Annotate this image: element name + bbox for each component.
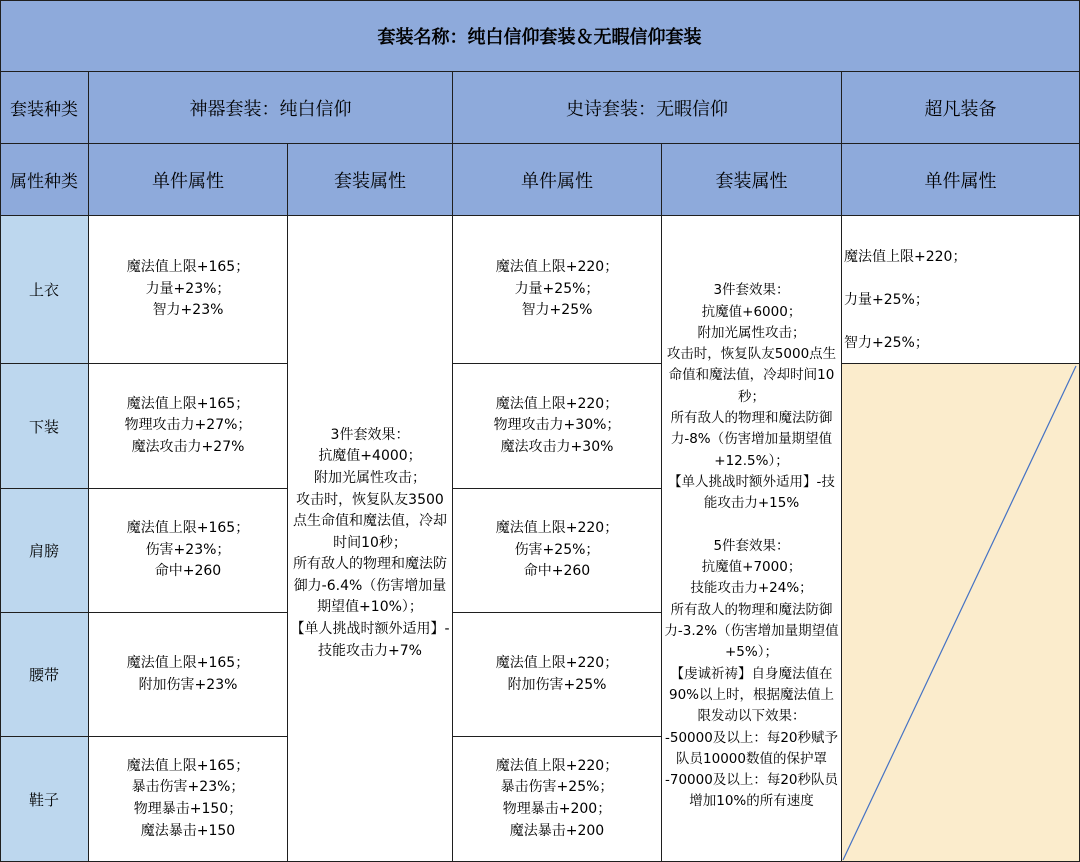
legendary-header-text: 超凡装备 bbox=[924, 98, 997, 120]
legendary-single-cell bbox=[842, 216, 1080, 364]
attr-type-label bbox=[0, 144, 89, 216]
legendary-single-header-text: 单件属性 bbox=[924, 170, 997, 192]
legendary-line: 智力+25%； bbox=[844, 334, 929, 351]
legendary-empty-cell bbox=[842, 364, 1080, 862]
epic-single-text: 魔法值上限+220； 物理攻击力+30%； 魔法攻击力+30% bbox=[493, 395, 621, 455]
epic-setattr-header bbox=[662, 144, 842, 216]
artifact-single-text: 魔法值上限+165； 附加伤害+23% bbox=[126, 654, 250, 693]
artifact-set-bonus-text: 3件套效果： 抗魔值+4000； 附加光属性攻击； 攻击时，恢复队友3500点生命值和魔法值，冷却时间10秒； 所有敌人的物理和魔法防御力-6.4%（伤害增加量期望值+10%）； 【单人挑战时额外适用】-技能攻击力+7% bbox=[290, 426, 450, 659]
slot-label-text: 上衣 bbox=[28, 281, 59, 299]
artifact-single-text: 魔法值上限+165； 力量+23%； 智力+23% bbox=[126, 259, 250, 319]
slot-label-text: 鞋子 bbox=[28, 790, 59, 809]
epic-single-cell bbox=[453, 364, 662, 489]
legendary-line: 魔法值上限+220； bbox=[844, 248, 967, 265]
artifact-setattr-header bbox=[288, 144, 453, 216]
artifact-setattr-header-text: 套装属性 bbox=[334, 170, 406, 192]
slot-label-text: 肩膀 bbox=[28, 542, 59, 560]
artifact-single-header-text: 单件属性 bbox=[152, 170, 224, 192]
slot-label-text: 下装 bbox=[28, 417, 59, 436]
artifact-single-cell bbox=[89, 216, 288, 364]
artifact-single-text: 魔法值上限+165； 暴击伤害+23%； 物理暴击+150； 魔法暴击+150 bbox=[126, 757, 250, 839]
epic-set-bonus-text: 3件套效果： 抗魔值+6000； 附加光属性攻击； 攻击时，恢复队友5000点生命值和魔法值，冷却时间10秒； 所有敌人的物理和魔法防御力-8%（伤害增加量期望值+12.5%）； 【单人挑战时额外适用】-技能攻击力+15% 5件套效果： 抗魔值+7000； 技能攻击力+24%； 所有敌人的物理和魔法防御力-3.2%（伤害增加量期望值+5%）； 【虔诚祈祷】自身魔法值在90%以上时，根据魔法值上限发动以下效果： -50000及以上：每20秒赋予队员10000数值的保护罩 -70000及以上：每20秒队员增加10%的所有速度 bbox=[664, 282, 839, 810]
slot-label-shoes bbox=[0, 737, 89, 862]
epic-set-header bbox=[453, 72, 842, 144]
epic-single-cell bbox=[453, 737, 662, 862]
legendary-single-header bbox=[842, 144, 1080, 216]
artifact-single-header bbox=[89, 144, 288, 216]
slot-label-belt bbox=[0, 613, 89, 737]
set-type-label-text: 套装种类 bbox=[10, 100, 78, 120]
slot-label-top bbox=[0, 216, 89, 364]
epic-set-header-text: 史诗套装：无暇信仰 bbox=[566, 98, 728, 120]
artifact-single-text: 魔法值上限+165； 伤害+23%； 命中+260 bbox=[126, 520, 250, 580]
artifact-single-cell bbox=[89, 613, 288, 737]
slot-label-bottom bbox=[0, 364, 89, 489]
set-type-label bbox=[0, 72, 89, 144]
artifact-single-text: 魔法值上限+165； 物理攻击力+27%； 魔法攻击力+27% bbox=[124, 395, 252, 455]
artifact-single-cell bbox=[89, 364, 288, 489]
slot-label-text: 腰带 bbox=[28, 666, 59, 684]
epic-single-text: 魔法值上限+220； 伤害+25%； 命中+260 bbox=[495, 520, 619, 580]
artifact-set-header bbox=[89, 72, 453, 144]
epic-single-cell bbox=[453, 613, 662, 737]
epic-single-text: 魔法值上限+220； 附加伤害+25% bbox=[495, 654, 619, 693]
epic-setattr-header-text: 套装属性 bbox=[715, 170, 788, 192]
slot-label-shoulder bbox=[0, 489, 89, 613]
epic-single-text: 魔法值上限+220； 暴击伤害+25%； 物理暴击+200； 魔法暴击+200 bbox=[495, 757, 619, 839]
artifact-set-header-text: 神器套装：纯白信仰 bbox=[189, 98, 352, 120]
epic-set-bonus-cell bbox=[662, 216, 842, 862]
epic-single-text: 魔法值上限+220； 力量+25%； 智力+25% bbox=[495, 259, 619, 319]
table-title-text: 套装名称：纯白信仰套装＆无暇信仰套装 bbox=[377, 26, 702, 48]
epic-single-header-text: 单件属性 bbox=[521, 170, 593, 192]
table-title bbox=[0, 0, 1080, 72]
artifact-single-cell bbox=[89, 489, 288, 613]
diagonal-slash-icon bbox=[842, 364, 1079, 861]
epic-single-cell bbox=[453, 489, 662, 613]
epic-single-header bbox=[453, 144, 662, 216]
attr-type-label-text: 属性种类 bbox=[10, 172, 78, 192]
artifact-set-bonus-cell bbox=[288, 216, 453, 862]
legendary-line: 力量+25%； bbox=[844, 291, 929, 308]
legendary-header bbox=[842, 72, 1080, 144]
epic-single-cell bbox=[453, 216, 662, 364]
artifact-single-cell bbox=[89, 737, 288, 862]
